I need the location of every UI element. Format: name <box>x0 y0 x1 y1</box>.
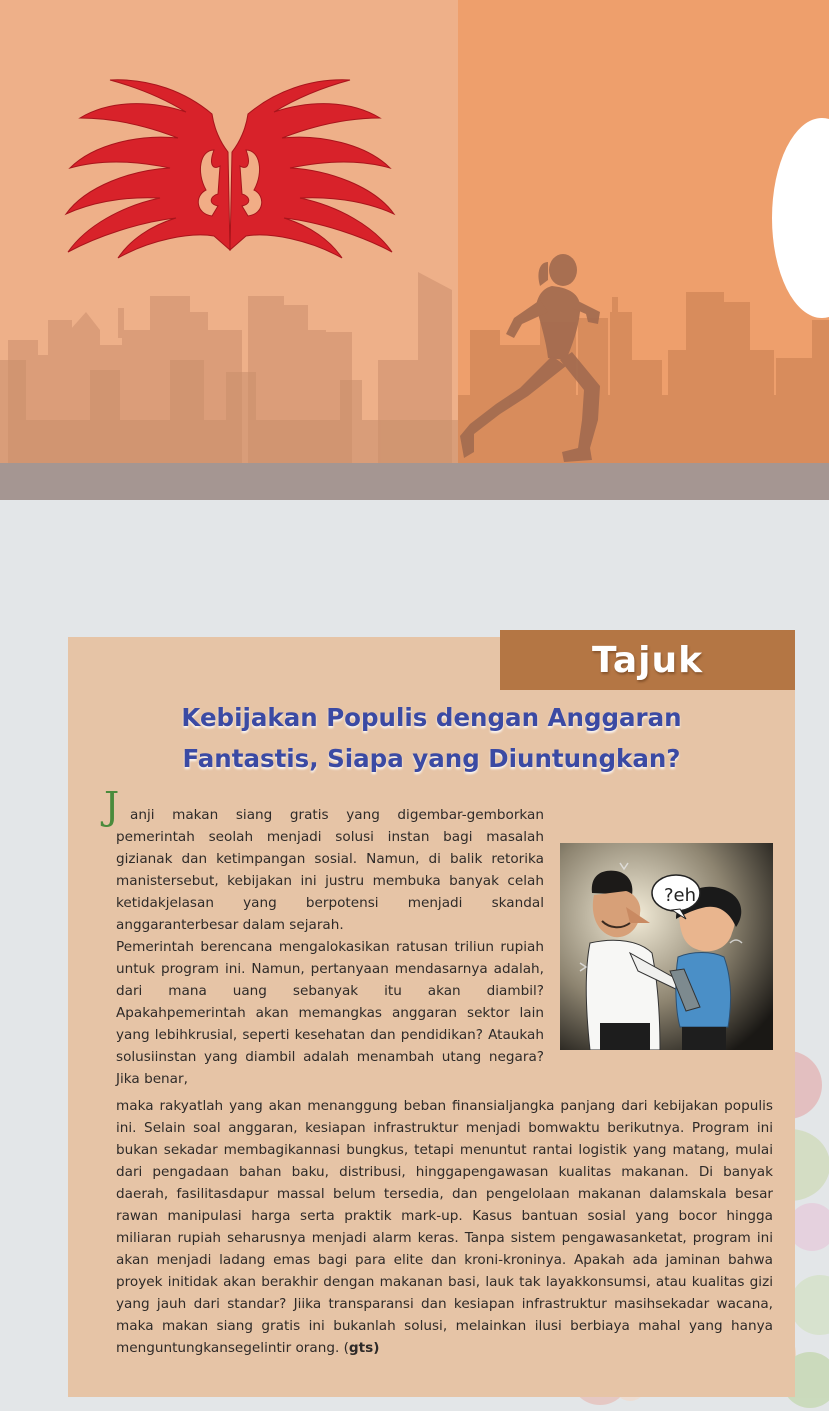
winged-logo-icon <box>66 80 394 258</box>
author-signature: gts <box>348 1340 374 1356</box>
city-skyline <box>0 0 829 500</box>
paragraph-2: Pemerintah berencana mengalokasikan ratusan triliun rupiah untuk program ini. Namun, pertanyaan mendasarnya adalah, dari mana uang sebanyak itu akan diambil? Apakahpemerintah akan memangkas anggaran sektor lain yang lebihkrusial, seperti kesehatan dan pendidikan? Ataukah solusiinstan yang diambil adalah menambah utang negara? Jika benar, <box>116 939 544 1087</box>
article-column-text <box>116 804 544 1090</box>
paragraph-3-text: maka rakyatlah yang akan menanggung beban finansialjangka panjang dari kebijakan populis ini. Selain soal anggaran, kesiapan infrastruktur menjadi bomwaktu berikutnya. Program ini bukan sekadar membagikannasi bungkus, tetapi menuntut rantai logistik yang matang, mulai dari pengadaan bahan baku, distribusi, hinggapengawasan kualitas makanan. Di banyak daerah, fasilitasdapur massal belum tersedia, dan pengelolaan makanan dalamskala besar rawan manipulasi harga serta praktik mark-up. Kasus bantuan sosial yang bocor hingga miliaran rupiah seharusnya menjadi alarm keras. Tanpa sistem pengawasanketat, program ini akan menjadi ladang emas bagi para elite dan kroni-kroninya. Apakah ada jaminan bahwa proyek initidak akan berakhir dengan makanan basi, lauk tak layakkonsumsi, atau kualitas gizi yang jauh dari standar? Jiika transparansi dan kesiapan infrastruktur masihsekadar wacana, maka makan siang gratis ini bukanlah solusi, melainkan ilusi berbiaya mahal yang hanya menguntungkansegelintir orang. ( <box>116 1098 773 1356</box>
section-label: Tajuk <box>591 639 704 681</box>
cartoon-official-and-child-icon <box>560 843 773 1050</box>
road-strip <box>0 463 829 500</box>
article-full-width-text <box>116 1095 773 1359</box>
section-tab <box>500 630 795 690</box>
signature-close: ) <box>373 1340 380 1356</box>
article-headline <box>90 697 773 779</box>
paragraph-3 <box>116 1095 773 1359</box>
drop-cap: J <box>104 784 120 828</box>
paragraph-1: anji makan siang gratis yang digembar-gemborkan pemerintah seolah menjadi solusi instan bagi masalah gizianak dan ketimpangan sosial. Namun, di balik retorika manistersebut, kebijakan ini justru membuka banyak celah ketidakjelasan yang berpotensi menjadi skandal anggaranterbesar dalam sejarah. <box>116 807 544 933</box>
bubble-text: ?eh <box>664 885 697 906</box>
headline-line-2: Fantastis, Siapa yang Diuntungkan? <box>182 744 681 773</box>
header-banner <box>0 0 829 500</box>
headline-line-1: Kebijakan Populis dengan Anggaran <box>181 703 682 732</box>
